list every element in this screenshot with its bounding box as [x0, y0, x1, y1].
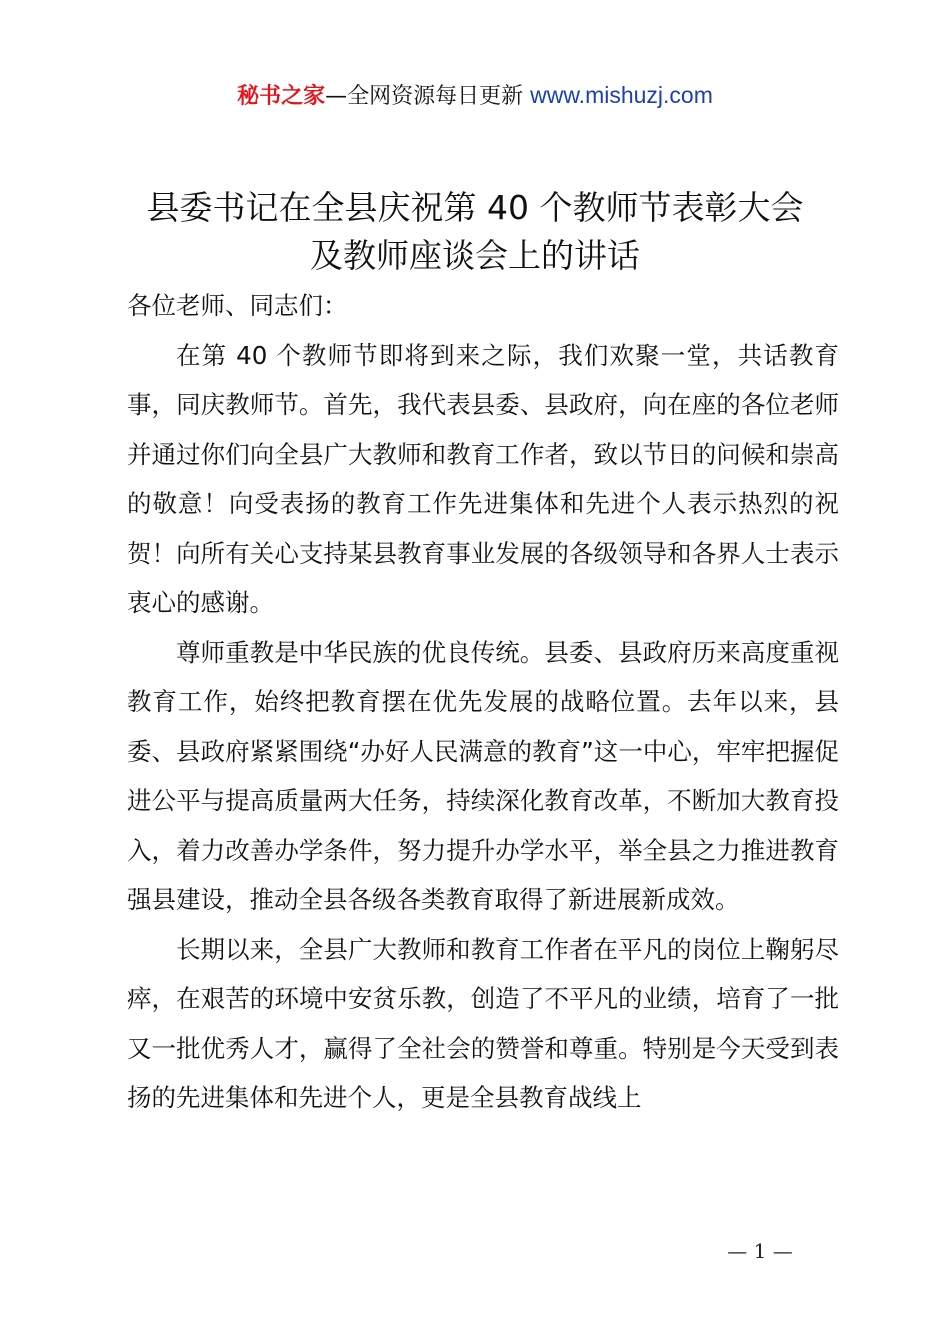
paragraph: 在第 40 个教师节即将到来之际，我们欢聚一堂，共话教育事，同庆教师节。首先，我代表县委、县政府，向在座的各位老师并通过你们向全县广大教师和教育工作者，致以节日的问候和崇高的敬意！向受表扬的教育工作先进集体和先进个人表示热烈的祝贺！向所有关心支持某县教育事业发展的各级领导和各界人士表示衷心的感谢。 — [127, 340, 839, 617]
paragraph: 长期以来，全县广大教师和教育工作者在平凡的岗位上鞠躬尽瘁，在艰苦的环境中安贫乐教，创造了不平凡的业绩，培育了一批又一批优秀人才，赢得了全社会的赞誉和尊重。特别是今天受到表扬的先进集体和先进个人，更是全县教育战线上 — [127, 934, 839, 1112]
header-banner — [0, 80, 950, 112]
title-line-1: 县委书记在全县庆祝第 40 个教师节表彰大会 — [146, 188, 804, 227]
brand-name: 秘书之家 — [237, 84, 326, 109]
salutation: 各位老师、同志们： — [127, 291, 348, 320]
paragraph: 尊师重教是中华民族的优良传统。县委、县政府历来高度重视教育工作，始终把教育摆在优先发展的战略位置。去年以来，县委、县政府紧紧围绕“办好人民满意的教育”这一中心，牢牢把握促进公平与提高质量两大任务，持续深化教育改革，不断加大教育投入，着力改善办学条件，努力提升办学水平，举全县之力推进教育强县建设，推动全县各级各类教育取得了新进展新成效。 — [127, 637, 839, 914]
header-tagline: —全网资源每日更新 — [325, 84, 531, 109]
document-title — [100, 184, 850, 280]
website-link[interactable]: www.mishuzj.com — [530, 82, 713, 108]
title-line-2: 及教师座谈会上的讲话 — [310, 236, 640, 275]
document-body — [127, 281, 839, 1123]
page-number: — 1 — — [727, 1239, 793, 1263]
